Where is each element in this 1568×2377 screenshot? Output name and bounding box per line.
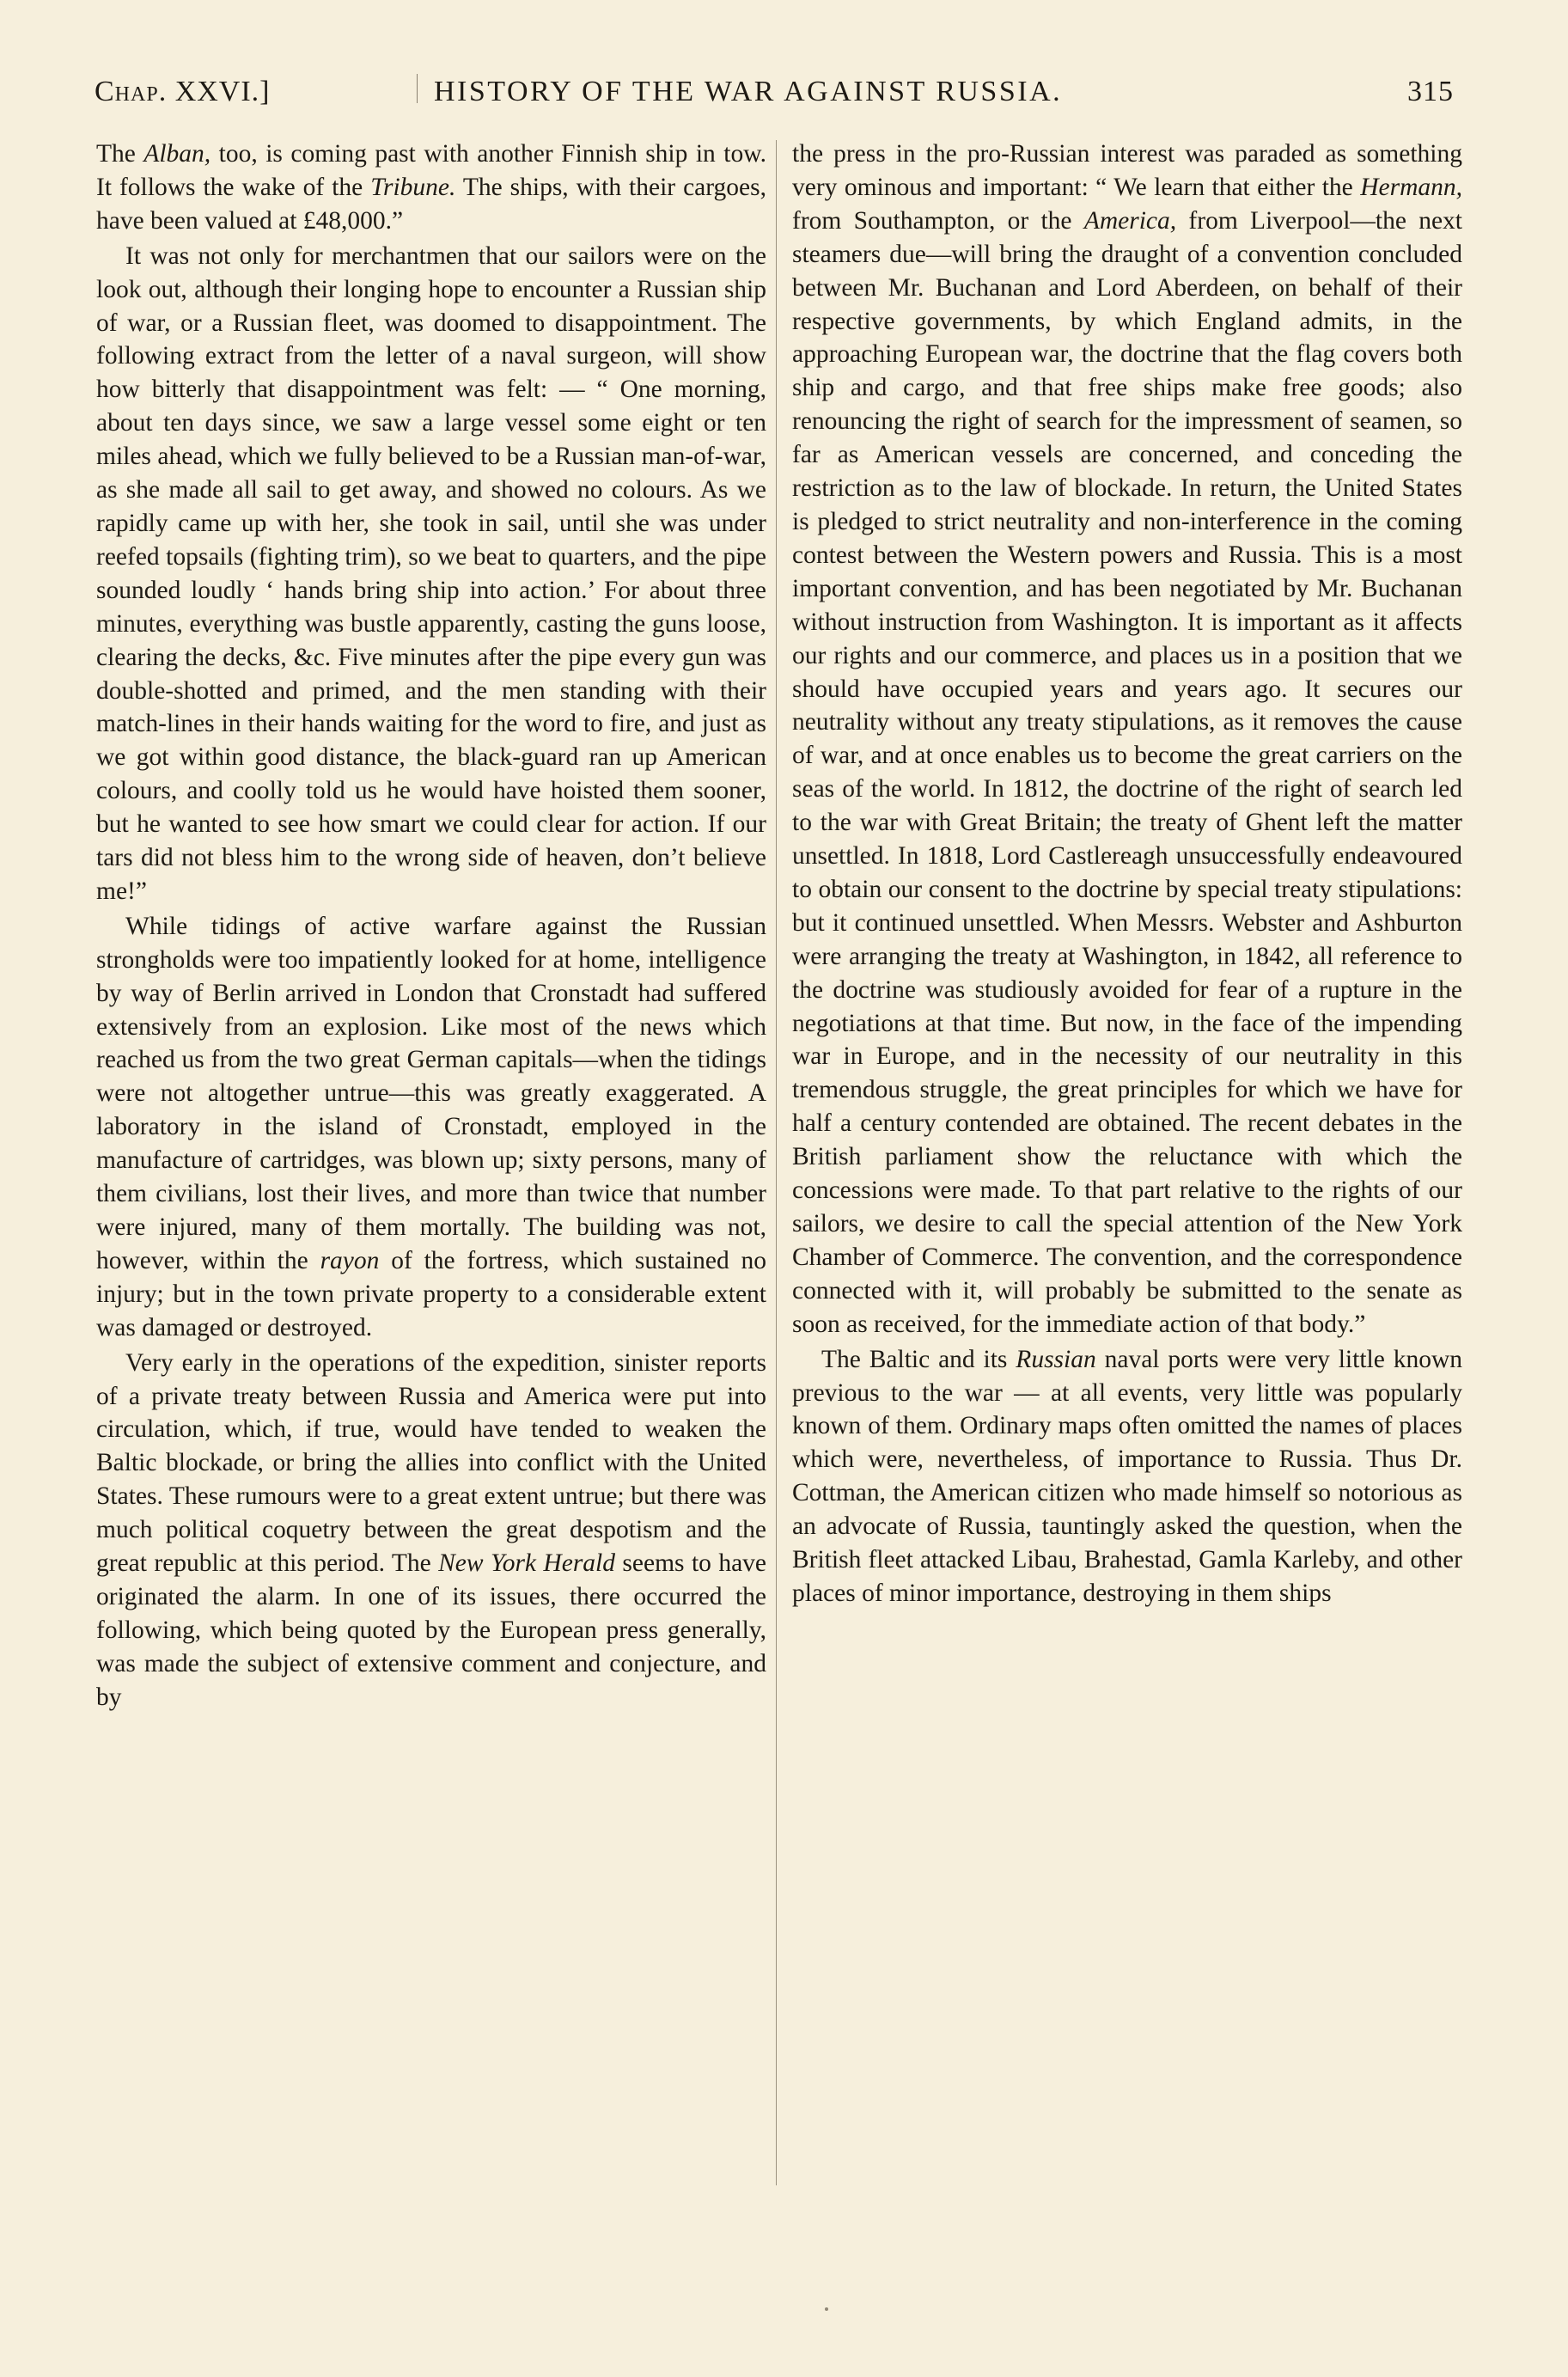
chapter-label: Chap. XXVI.] — [95, 76, 271, 107]
running-title: HISTORY OF THE WAR AGAINST RUSSIA. — [434, 76, 1063, 107]
paragraph — [96, 910, 766, 1345]
newspaper-name: New York Herald — [438, 1549, 616, 1578]
header-divider — [417, 74, 418, 103]
paragraph — [792, 137, 1462, 1341]
text-run: While tidings of active warfare against the Russian strongholds were too impatiently looked for at home, intelligence by way of Berlin arrived in London that Cronstadt had suffered extensively from an explosion. Like most of the news which reached us from the two great German capitals—when the tidings were not altogether untrue—this was greatly exaggerated. A laboratory in the island of Cronstadt, employed in the manufacture of cartridges, was blown up; sixty persons, many of them civilians, lost their lives, and more than twice that number were injured, many of them mortally. The building was not, however, within the — [96, 912, 766, 1274]
text-run: Very early in the operations of the expedition, sinister reports of a private treaty between Russia and America were put into circulation, which, if true, would have tended to weaken the Baltic blockade, or bring the allies into conflict with the United States. These rumours were to a great extent untrue; but there was much political coquetry between the great despotism and the great republic at this period. The — [96, 1348, 766, 1578]
ship-name-america: America, — [1083, 206, 1177, 235]
text-run: The — [96, 140, 144, 168]
ship-name-alban: Alban, — [143, 140, 211, 168]
text-run: The ships, with their cargoes, have been valued at £48,000.” — [96, 173, 766, 235]
text-run: The Baltic and its — [821, 1345, 1016, 1373]
text-run: naval ports were very little known previous to the war — at all events, very little was popularly known of them. Ordinary maps often omitted the names of places which were, nevertheless, of importance to Russia. Thus Dr. Cottman, the American citizen who made himself so notorious as an advocate of Russia, tauntingly asked the question, when the British fleet attacked Libau, Brahestad, Gamla Karleby, and other places of minor importance, destroying in them ships — [792, 1345, 1462, 1607]
ship-name-tribune: Tribune. — [370, 173, 456, 201]
text-run: of the fortress, which sustained no injury; but in the town private property to a considerable extent was damaged or destroyed. — [96, 1246, 766, 1341]
running-head — [95, 69, 1454, 120]
right-column — [792, 137, 1462, 1610]
text-run: from Liverpool—the next steamers due—will bring the draught of a convention concluded between Mr. Buchanan and Lord Aberdeen, on behalf of their respective governments, by which England admits, in the approaching European war, the doctrine that the flag covers both ship and cargo, and that free ships make free goods; also renouncing the right of search for the impressment of seamen, so far as American vessels are concerned, and conceding the restriction as to the law of blockade. In return, the United States is pledged to strict neutrality and non-interference in the coming contest between the Western powers and Russia. This is a most important convention, and has been negotiated by Mr. Buchanan without instruction from Washington. It is important as it affects our rights and our commerce, and places us in a position that we should have occupied years and years ago. It secures our neutrality without any treaty stipulations, as it removes the cause of war, and at once enables us to become the great carriers on the seas of the world. In 1812, the doctrine of the right of search led to the war with Great Britain; the treaty of Ghent left the matter unsettled. In 1818, Lord Castlereagh unsuccessfully endeavoured to obtain our consent to the doctrine by special treaty stipulations: but it continued unsettled. When Messrs. Webster and Ashburton were arranging the treaty at Washington, in 1842, all reference to the doctrine was studiously avoided for fear of a rupture in the negotiations at that time. But now, in the face of the impending war in Europe, and in the necessity of our neutrality in this tremendous struggle, the great principles for which we have for half a century contended are obtained. The recent debates in the British parliament show the reluctance with which the concessions were made. To that part relative to the rights of our sailors, we desire to call the special attention of the New York Chamber of Commerce. The convention, and the correspondence connected with it, will probably be submitted to the senate as soon as received, for the immediate action of that body.” — [792, 206, 1462, 1338]
page-number: 315 — [1407, 76, 1454, 107]
paragraph — [792, 1343, 1462, 1610]
paper-speck — [825, 2307, 828, 2311]
column-divider — [776, 140, 777, 2185]
text-run: seems to have originated the alarm. In one of its issues, there occurred the following, which being quoted by the European press generally, was made the subject of extensive comment and conjecture, and by — [96, 1549, 767, 1711]
paragraph — [96, 1347, 766, 1714]
paragraph: It was not only for merchantmen that our sailors were on the look out, although their longing hope to encounter a Russian ship of war, or a Russian fleet, was doomed to disappointment. The following extract from the letter of a naval surgeon, will show how bitterly that disappointment was felt: — “ One morning, about ten days since, we saw a large vessel some eight or ten miles ahead, which we fully believed to be a Russian man-of-war, as she made all sail to get away, and showed no colours. As we rapidly came up with her, she took in sail, until she was under reefed topsails (fighting trim), so we beat to quarters, and the pipe sounded loudly ‘ hands bring ship into action.’ For about three minutes, everything was bustle apparently, casting the guns loose, clearing the decks, &c. Five minutes after the pipe every gun was double-shotted and primed, and the men standing with their match-lines in their hands waiting for the word to fire, and just as we got within good distance, the black-guard ran up American colours, and coolly told us he would have hoisted them sooner, but he wanted to see how smart we could clear for action. If our tars did not bless him to the wrong side of heaven, don’t believe me!” — [96, 241, 766, 905]
text-run: too, is coming past with another Finnish ship in tow. It follows the wake of the — [96, 140, 766, 201]
text-run: the press in the pro-Russian interest was paraded as something very ominous and important: “ We learn that either the — [792, 140, 1462, 201]
paragraph — [96, 137, 766, 238]
left-column — [96, 137, 766, 1714]
text-run: from Southampton, or the — [792, 206, 1084, 235]
ship-name-hermann: Hermann, — [1360, 173, 1462, 201]
italic-term-rayon: rayon — [320, 1246, 380, 1274]
italic-word-russian: Russian — [1016, 1345, 1096, 1373]
